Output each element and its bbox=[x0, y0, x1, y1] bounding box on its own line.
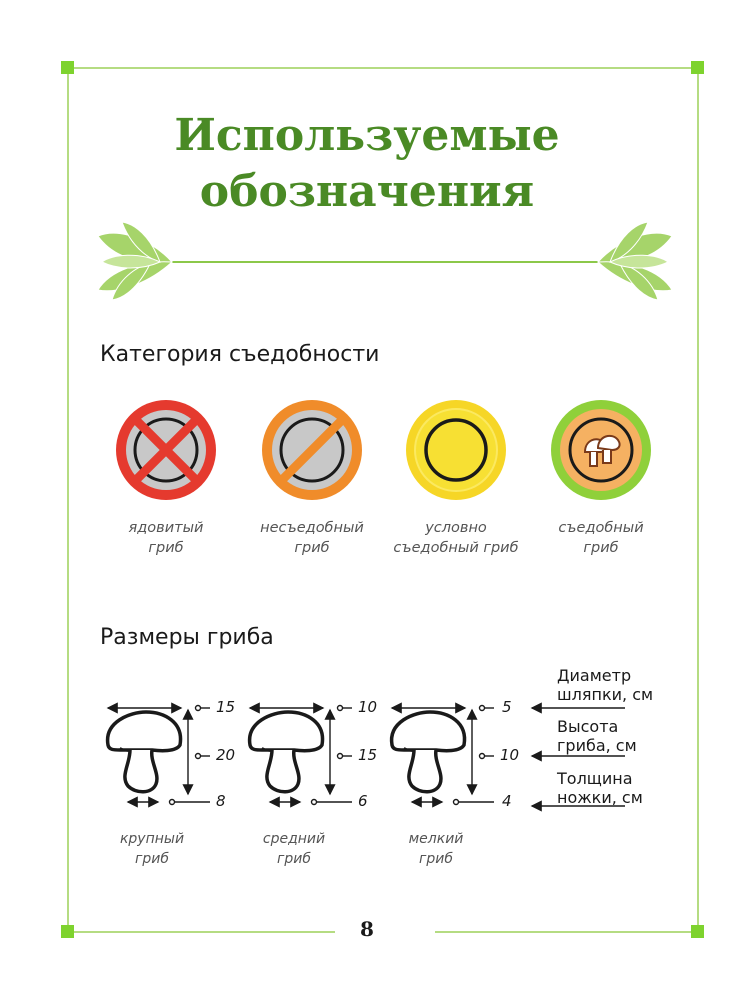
page-title-line1: Используемые bbox=[174, 110, 560, 161]
large-stem-thickness: 8 bbox=[216, 792, 226, 810]
legend-height bbox=[557, 717, 667, 755]
edibility-label-inedible-line1: несъедобный bbox=[260, 520, 364, 536]
size-label-large-line2: гриб bbox=[135, 851, 169, 867]
page-title bbox=[0, 108, 734, 220]
small-stem-thickness: 4 bbox=[502, 792, 512, 810]
legend-cap-diameter-line2: шляпки, см bbox=[557, 685, 654, 704]
edibility-label-conditional-line2: съедобный гриб bbox=[393, 540, 519, 556]
page-number: 8 bbox=[360, 917, 374, 941]
legend-height-line2: гриба, см bbox=[557, 736, 637, 755]
size-label-medium bbox=[234, 829, 354, 869]
mushroom-small-icon bbox=[392, 712, 465, 792]
size-label-large bbox=[92, 829, 212, 869]
edibility-label-edible bbox=[526, 518, 676, 558]
edibility-label-inedible-line2: гриб bbox=[294, 540, 330, 556]
medium-height: 15 bbox=[358, 746, 378, 764]
poisonous-crossed-plate-icon bbox=[116, 400, 216, 500]
sizes-heading: Размеры гриба bbox=[100, 625, 274, 650]
inedible-slashed-plate-icon bbox=[262, 400, 362, 500]
medium-stem-thickness: 6 bbox=[358, 792, 368, 810]
size-label-medium-line1: средний bbox=[262, 831, 326, 847]
edibility-label-conditional-line1: условно bbox=[425, 520, 487, 536]
legend-height-line1: Высота bbox=[557, 717, 619, 736]
size-label-medium-line2: гриб bbox=[277, 851, 311, 867]
mushroom-large-icon bbox=[108, 712, 181, 792]
page-title-line2: обозначения bbox=[199, 166, 535, 217]
medium-cap-diameter: 10 bbox=[358, 698, 378, 716]
edibility-label-edible-line1: съедобный bbox=[558, 520, 644, 536]
corner-square-tl bbox=[61, 61, 74, 74]
large-height: 20 bbox=[216, 746, 236, 764]
size-label-small-line1: мелкий bbox=[408, 831, 464, 847]
small-cap-diameter: 5 bbox=[502, 698, 512, 716]
size-label-small-line2: гриб bbox=[419, 851, 453, 867]
edibility-label-poisonous bbox=[91, 518, 241, 558]
edible-plate-with-mushrooms-icon bbox=[551, 400, 651, 500]
edibility-label-poisonous-line2: гриб bbox=[148, 540, 184, 556]
large-cap-diameter: 15 bbox=[216, 698, 236, 716]
leaves-right-icon bbox=[598, 222, 672, 300]
edibility-icons bbox=[0, 395, 734, 505]
edibility-label-poisonous-line1: ядовитый bbox=[128, 520, 204, 536]
edibility-label-conditional bbox=[381, 518, 531, 558]
edibility-label-edible-line2: гриб bbox=[583, 540, 619, 556]
leaves-left-icon bbox=[98, 222, 172, 300]
size-label-large-line1: крупный bbox=[119, 831, 185, 847]
legend-stem-thickness bbox=[557, 769, 667, 807]
legend-stem-thickness-line1: Толщина bbox=[557, 769, 633, 788]
edibility-heading: Категория съедобности bbox=[100, 342, 380, 367]
size-label-small bbox=[376, 829, 496, 869]
edibility-label-inedible bbox=[237, 518, 387, 558]
legend-cap-diameter-line1: Диаметр bbox=[557, 666, 632, 685]
conditionally-edible-plate-icon bbox=[406, 400, 506, 500]
mushroom-medium-icon bbox=[250, 712, 323, 792]
small-height: 10 bbox=[500, 746, 520, 764]
corner-square-tr bbox=[691, 61, 704, 74]
legend-stem-thickness-line2: ножки, см bbox=[557, 788, 643, 807]
legend-cap-diameter bbox=[557, 666, 667, 704]
